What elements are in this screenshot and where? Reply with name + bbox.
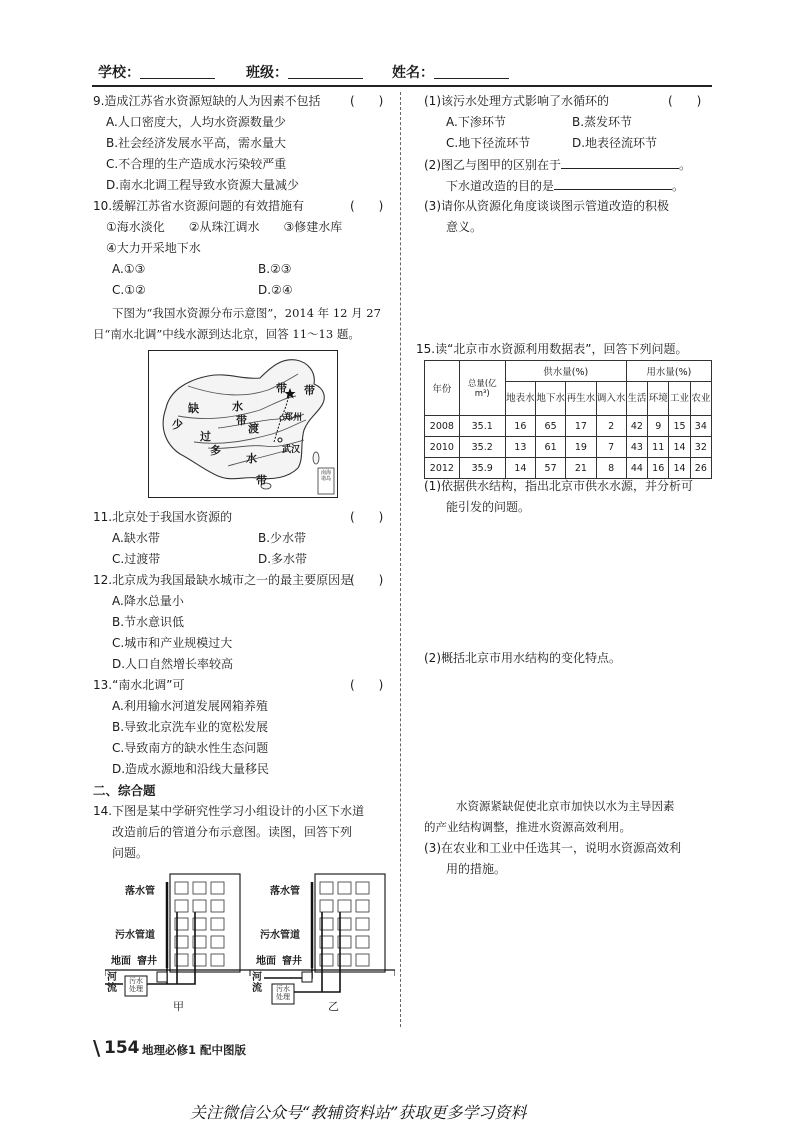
cell-value: 44 <box>626 458 647 479</box>
q11-option-c[interactable]: C.过渡带 <box>112 552 161 566</box>
q12-stem: 12.北京成为我国最缺水城市之一的最主要原因是 <box>93 573 353 587</box>
header-rule <box>92 85 712 87</box>
map-label-dai-right1: 带 <box>276 382 287 395</box>
q14-sub1-option-d[interactable]: D.地表径流环节 <box>572 136 658 150</box>
name-blank[interactable] <box>434 78 509 79</box>
q14-sub2-line2-text: 下水道改造的目的是 <box>446 179 555 193</box>
q11-answer-paren[interactable]: ( ) <box>350 510 384 524</box>
q15-stem: 15.读“北京市水资源利用数据表”，回答下列问题。 <box>416 342 688 356</box>
cell-total: 35.1 <box>459 416 505 437</box>
q14-stem-line1: 14.下图是某中学研究性学习小组设计的小区下水道 <box>93 804 365 818</box>
q13-option-a[interactable]: A.利用输水河道发展网箱养殖 <box>112 699 268 713</box>
school-blank[interactable] <box>140 78 215 79</box>
cell-value: 14 <box>669 458 690 479</box>
q14-sub2-line1-text: (2)图乙与图甲的区别在于 <box>424 158 561 172</box>
jia-label-treatment: 污水处理 <box>129 977 143 993</box>
map-label-duo: 多 <box>210 444 221 457</box>
school-label: 学校： <box>98 65 140 81</box>
yi-label-treatment: 污水处理 <box>276 985 290 1001</box>
cell-total: 35.2 <box>459 437 505 458</box>
q9-option-a[interactable]: A.人口密度大，人均水资源数量少 <box>106 115 286 129</box>
cell-value: 14 <box>669 437 690 458</box>
page-number-slash: \ <box>93 1036 101 1060</box>
cell-value: 2 <box>596 416 626 437</box>
cell-value: 19 <box>566 437 596 458</box>
cell-value: 7 <box>596 437 626 458</box>
cell-value: 32 <box>690 437 711 458</box>
map-label-wuhan: 武汉 <box>282 445 301 455</box>
table-row <box>425 416 712 437</box>
q14-sub1-answer-paren[interactable]: ( ) <box>668 94 702 108</box>
q12-option-d[interactable]: D.人口自然增长率较高 <box>112 657 234 671</box>
q14-sub3-line2: 意义。 <box>446 220 483 234</box>
table-header-total: 总量(亿 m³) <box>459 361 505 416</box>
class-blank[interactable] <box>288 78 363 79</box>
figure-jia <box>105 872 250 1012</box>
water-data-table <box>424 360 712 479</box>
cell-value: 11 <box>648 437 669 458</box>
q10-answer-paren[interactable]: ( ) <box>350 199 384 213</box>
q9-stem: 9.造成江苏省水资源短缺的人为因素不包括 <box>93 94 321 108</box>
cell-value: 34 <box>690 416 711 437</box>
q14-sub2-blank2[interactable] <box>554 175 672 190</box>
q14-sub2-blank1[interactable] <box>561 154 679 169</box>
class-label: 班级： <box>246 65 288 81</box>
cell-value: 17 <box>566 416 596 437</box>
table-row <box>425 437 712 458</box>
map-label-zhengzhou: 郑州 <box>284 413 303 423</box>
q10-measures-line1: ①海水淡化 ②从珠江调水 ③修建水库 <box>106 220 343 234</box>
cell-value: 26 <box>690 458 711 479</box>
map-label-dai-right2: 带 <box>304 384 315 397</box>
q15-note-line2: 的产业结构调整，推进水资源高效利用。 <box>424 820 631 834</box>
table-sub-domestic: 生活 <box>626 382 647 416</box>
q13-option-c[interactable]: C.导致南方的缺水性生态问题 <box>112 741 269 755</box>
q15-sub3-line2: 用的措施。 <box>446 862 507 876</box>
map-intro-line2: 日“南水北调”中线水源到达北京，回答 11～13 题。 <box>93 327 360 341</box>
q10-option-a[interactable]: A.①③ <box>112 262 146 276</box>
q14-stem-line2: 改造前后的管道分布示意图。读图，回答下列 <box>112 825 353 839</box>
q12-answer-paren[interactable]: ( ) <box>350 573 384 587</box>
q14-sub2-line1: (2)图乙与图甲的区别在于 。 <box>424 154 691 176</box>
q15-sub3-line1: (3)在农业和工业中任选其一，说明水资源高效利 <box>424 841 681 855</box>
q14-sub2-line2: 下水道改造的目的是 。 <box>446 175 684 197</box>
page-number: 154 <box>104 1038 140 1058</box>
cell-value: 57 <box>535 458 565 479</box>
book-title: 地理必修1 配中图版 <box>142 1043 247 1057</box>
map-intro-line1: 下图为“我国水资源分布示意图”，2014 年 12 月 27 <box>112 306 381 320</box>
q15-sub1-line1: (1)依据供水结构，指出北京市供水水源，并分析可 <box>424 479 693 493</box>
map-label-shao: 少 <box>172 418 183 431</box>
q15-sub2: (2)概括北京市用水结构的变化特点。 <box>424 651 621 665</box>
q11-option-d[interactable]: D.多水带 <box>258 552 308 566</box>
map-label-shui1: 水 <box>232 400 243 413</box>
q13-answer-paren[interactable]: ( ) <box>350 678 384 692</box>
jia-label-ground: 地面 <box>111 956 131 967</box>
table-header-year: 年份 <box>425 361 460 416</box>
cell-value: 61 <box>535 437 565 458</box>
q15-sub1-line2: 能引发的问题。 <box>446 500 531 514</box>
cell-value: 14 <box>505 458 535 479</box>
name-label: 姓名： <box>392 65 434 81</box>
table-header-supply: 供水量(%) <box>505 361 626 382</box>
figure-yi <box>250 872 395 1012</box>
q9-option-b[interactable]: B.社会经济发展水平高，需水量大 <box>106 136 287 150</box>
map-inset-label: 南海诸岛 <box>320 470 331 482</box>
yi-label-downpipe: 落水管 <box>270 886 300 897</box>
jia-label-river: 河流 <box>107 972 117 994</box>
table-sub-agriculture: 农业 <box>690 382 711 416</box>
map-label-guo: 过 <box>200 430 211 443</box>
q14-sub1-stem: (1)该污水处理方式影响了水循环的 <box>424 94 609 108</box>
q13-option-d[interactable]: D.造成水源地和沿线大量移民 <box>112 762 270 776</box>
table-sub-industry: 工业 <box>669 382 690 416</box>
map-label-shui2: 水 <box>246 452 257 465</box>
q11-option-a[interactable]: A.缺水带 <box>112 531 160 545</box>
q11-stem: 11.北京处于我国水资源的 <box>93 510 233 524</box>
q9-option-d[interactable]: D.南水北调工程导致水资源大量减少 <box>106 178 300 192</box>
q9-option-c[interactable]: C.不合理的生产造成水污染较严重 <box>106 157 287 171</box>
q12-option-a[interactable]: A.降水总量小 <box>112 594 184 608</box>
cell-value: 16 <box>505 416 535 437</box>
q13-stem: 13.“南水北调”可 <box>93 678 185 692</box>
cell-value: 65 <box>535 416 565 437</box>
table-header-use: 用水量(%) <box>626 361 711 382</box>
map-label-du: 渡 <box>248 422 259 435</box>
map-label-dai-south: 带 <box>256 474 267 487</box>
q14-sub1-option-b[interactable]: B.蒸发环节 <box>572 115 633 129</box>
figure-yi-caption: 乙 <box>328 1000 339 1013</box>
cell-value: 42 <box>626 416 647 437</box>
q14-sub1-option-c[interactable]: C.地下径流环节 <box>446 136 531 150</box>
q15-note-line1: 水资源紧缺促使北京市加快以水为主导因素 <box>456 799 675 813</box>
q14-sub3-line1: (3)请你从资源化角度谈谈图示管道改造的积极 <box>424 199 669 213</box>
cell-value: 43 <box>626 437 647 458</box>
cell-value: 15 <box>669 416 690 437</box>
q10-option-c[interactable]: C.①② <box>112 283 146 297</box>
q10-option-d[interactable]: D.②④ <box>258 283 293 297</box>
cell-year: 2008 <box>425 416 460 437</box>
q11-option-b[interactable]: B.少水带 <box>258 531 307 545</box>
cell-value: 16 <box>648 458 669 479</box>
yi-label-river: 河流 <box>252 972 262 994</box>
q14-sub1-option-a[interactable]: A.下渗环节 <box>446 115 506 129</box>
cell-value: 9 <box>648 416 669 437</box>
yi-label-sewer: 污水管道 <box>260 930 300 941</box>
map-label-que: 缺 <box>188 402 199 415</box>
cell-value: 13 <box>505 437 535 458</box>
table-sub-transfer: 调入水 <box>596 382 626 416</box>
jia-label-sewer: 污水管道 <box>115 930 155 941</box>
cell-value: 8 <box>596 458 626 479</box>
q9-answer-paren[interactable]: ( ) <box>350 94 384 108</box>
table-sub-environment: 环境 <box>648 382 669 416</box>
table-sub-surface: 地表水 <box>505 382 535 416</box>
q10-measures-line2: ④大力开采地下水 <box>106 241 201 255</box>
table-sub-recycled: 再生水 <box>566 382 596 416</box>
table-sub-ground: 地下水 <box>535 382 565 416</box>
q12-option-b[interactable]: B.节水意识低 <box>112 615 185 629</box>
q10-option-b[interactable]: B.②③ <box>258 262 292 276</box>
map-label-dai1: 带 <box>236 414 247 427</box>
jia-label-downpipe: 落水管 <box>125 886 155 897</box>
section-2-title: 二、综合题 <box>93 783 156 798</box>
q14-stem-line3: 问题。 <box>112 846 149 860</box>
jia-label-manhole: 窨井 <box>137 956 157 967</box>
column-divider <box>400 92 401 1027</box>
cell-year: 2010 <box>425 437 460 458</box>
water-resource-map <box>148 350 338 498</box>
cell-value: 21 <box>566 458 596 479</box>
cell-total: 35.9 <box>459 458 505 479</box>
cell-year: 2012 <box>425 458 460 479</box>
figure-jia-caption: 甲 <box>173 1000 184 1013</box>
q12-option-c[interactable]: C.城市和产业规模过大 <box>112 636 233 650</box>
watermark-text: 关注微信公众号“教辅资料站”获取更多学习资料 <box>190 1103 527 1122</box>
q13-option-b[interactable]: B.导致北京洗车业的宽松发展 <box>112 720 269 734</box>
yi-label-manhole: 窨井 <box>282 956 302 967</box>
yi-label-ground: 地面 <box>256 956 276 967</box>
q10-stem: 10.缓解江苏省水资源问题的有效措施有 <box>93 199 305 213</box>
